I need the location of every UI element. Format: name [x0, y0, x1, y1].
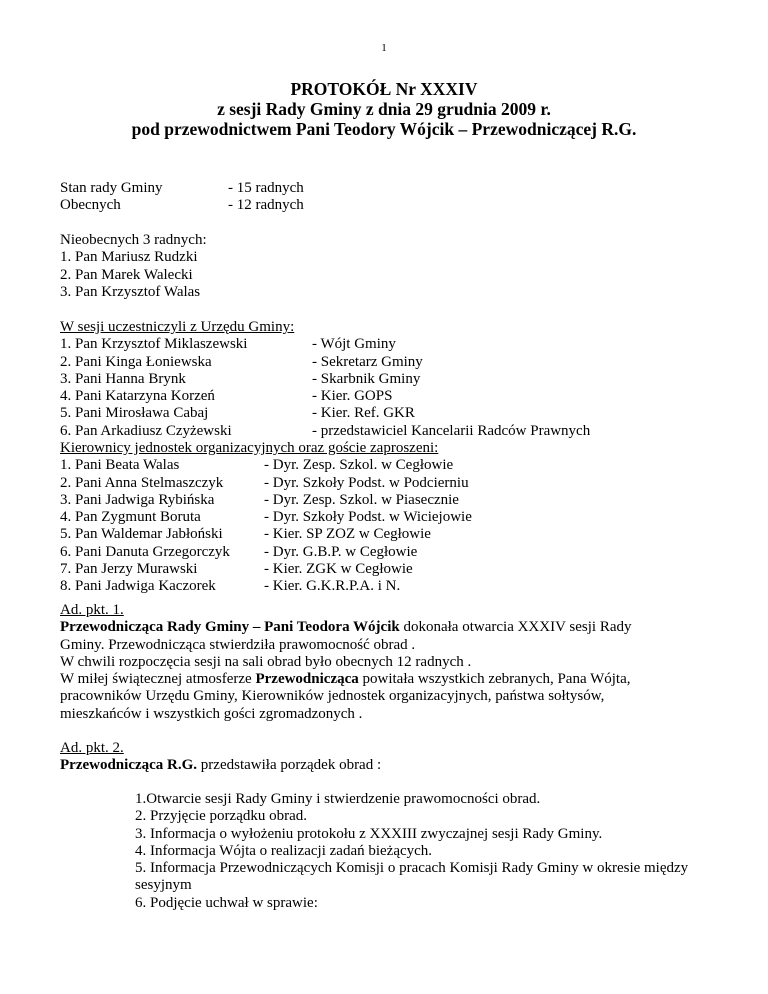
guest-role: - Dyr. Zesp. Szkol. w Piasecznie	[264, 491, 459, 508]
point-1-text: dokonała otwarcia XXXIV sesji Rady Gminy. Przewodnicząca stwierdziła prawomocność obrad .	[60, 619, 632, 653]
official-row	[60, 371, 720, 388]
guest-role: - Kier. ZGK w Cegłowie	[264, 561, 413, 578]
point-1-attendance: W chwili rozpoczęcia sesji na sali obrad było obecnych 12 radnych .	[60, 653, 472, 670]
officials-heading: W sesji uczestniczyli z Urzędu Gminy:	[60, 319, 295, 335]
guest-role: - Dyr. Szkoły Podst. w Wiciejowie	[264, 509, 472, 526]
official-row	[60, 388, 720, 405]
officials-section	[60, 319, 720, 440]
official-name: 4. Pani Katarzyna Korzeń	[60, 388, 215, 405]
guest-name: 5. Pan Waldemar Jabłoński	[60, 526, 223, 543]
page-number: 1	[381, 42, 387, 54]
status-value: - 15 radnych	[228, 180, 304, 196]
official-name: 2. Pani Kinga Łoniewska	[60, 353, 212, 370]
status-value: - 12 radnych	[228, 197, 304, 214]
guest-row	[60, 526, 720, 543]
guest-role: - Kier. SP ZOZ w Cegłowie	[264, 526, 431, 543]
official-row	[60, 423, 720, 440]
official-role: - Sekretarz Gminy	[312, 353, 423, 370]
guest-name: 7. Pan Jerzy Murawski	[60, 561, 198, 578]
status-row	[60, 180, 720, 197]
official-row	[60, 405, 720, 422]
official-role: - Skarbnik Gminy	[312, 370, 421, 387]
document-title	[0, 79, 768, 139]
official-row	[60, 354, 720, 371]
council-status	[60, 180, 720, 215]
absent-heading: Nieobecnych 3 radnych:	[60, 232, 207, 248]
absent-item: 3. Pan Krzysztof Walas	[60, 283, 201, 300]
guest-name: 2. Pani Anna Stelmaszczyk	[60, 474, 224, 491]
guest-row	[60, 475, 720, 492]
point-1-paragraph	[60, 619, 660, 654]
guest-row	[60, 509, 720, 526]
official-role: - Wójt Gminy	[312, 336, 396, 353]
guest-row	[60, 561, 720, 578]
point-1-greeting	[60, 671, 660, 723]
guest-role: - Dyr. G.B.P. w Cegłowie	[264, 543, 418, 560]
guest-row	[60, 457, 720, 474]
guest-name: 8. Pani Jadwiga Kaczorek	[60, 578, 216, 595]
guest-row	[60, 578, 720, 595]
guest-role: - Dyr. Zesp. Szkol. w Cegłowie	[264, 457, 454, 474]
guest-row	[60, 492, 720, 509]
guest-name: 4. Pan Zygmunt Boruta	[60, 509, 201, 526]
absent-section	[60, 232, 720, 301]
greeting-chair: Przewodnicząca	[255, 671, 359, 688]
guests-section	[60, 440, 720, 596]
guests-heading: Kierownicy jednostek organizacyjnych oraz goście zaproszeni:	[60, 440, 439, 456]
guest-name: 6. Pani Danuta Grzegorczyk	[60, 543, 230, 560]
point-2-chair: Przewodnicząca R.G.	[60, 757, 198, 774]
official-name: 1. Pan Krzysztof Miklaszewski	[60, 336, 248, 353]
point-1-chair-name: Przewodnicząca Rady Gminy – Pani Teodora Wójcik	[60, 619, 400, 636]
agenda-item: 2. Przyjęcie porządku obrad.	[135, 808, 308, 825]
status-row	[60, 197, 720, 214]
title-line-2: z sesji Rady Gminy z dnia 29 grudnia 2009 r.	[217, 99, 551, 119]
absent-item: 2. Pan Marek Walecki	[60, 266, 193, 283]
agenda-item: 1.Otwarcie sesji Rady Gminy i stwierdzenie prawomocności obrad.	[135, 791, 541, 807]
agenda-item: 4. Informacja Wójta o realizacji zadań bieżących.	[135, 842, 433, 859]
status-label: Stan rady Gminy	[60, 180, 163, 196]
status-label: Obecnych	[60, 197, 121, 214]
greeting-text: W miłej świątecznej atmosferze	[60, 671, 256, 688]
point-1-heading: Ad. pkt. 1.	[60, 602, 124, 618]
agenda-item: 6. Podjęcie uchwał w sprawie:	[135, 894, 318, 911]
absent-item: 1. Pan Mariusz Rudzki	[60, 249, 198, 266]
official-name: 5. Pani Mirosława Cabaj	[60, 405, 209, 422]
guest-name: 3. Pani Jadwiga Rybińska	[60, 491, 215, 508]
agenda-item: 5. Informacja Przewodniczących Komisji o pracach Komisji Rady Gminy w okresie między sesyjnym	[135, 860, 689, 894]
official-role: - przedstawiciel Kancelarii Radców Prawnych	[312, 422, 591, 439]
official-role: - Kier. GOPS	[312, 388, 393, 405]
official-role: - Kier. Ref. GKR	[312, 405, 415, 422]
official-row	[60, 336, 720, 353]
guest-name: 1. Pani Beata Walas	[60, 457, 180, 474]
official-name: 3. Pani Hanna Brynk	[60, 370, 186, 387]
official-name: 6. Pan Arkadiusz Czyżewski	[60, 422, 232, 439]
point-2-intro	[60, 757, 720, 774]
agenda-item: 3. Informacja o wyłożeniu protokołu z XXXIII zwyczajnej sesji Rady Gminy.	[135, 825, 603, 842]
guest-role: - Dyr. Szkoły Podst. w Podcierniu	[264, 474, 469, 491]
title-line-1: PROTOKÓŁ Nr XXXIV	[290, 79, 478, 99]
point-2-heading: Ad. pkt. 2.	[60, 740, 124, 756]
greeting-text-rest: powitała wszystkich zebranych, Pana Wójta, pracowników Urzędu Gminy, Kierowników jednostek organizacyjnych, państwa sołtysów, mieszkańców i wszystkich gości zgromadzonych .	[60, 671, 631, 722]
guest-row	[60, 544, 720, 561]
point-2-section	[60, 740, 720, 775]
agenda-list	[135, 791, 735, 912]
guest-role: - Kier. G.K.R.P.A. i N.	[264, 578, 401, 595]
title-line-3: pod przewodnictwem Pani Teodory Wójcik – Przewodniczącej R.G.	[131, 119, 637, 139]
point-2-text: przedstawiła porządek obrad :	[197, 757, 382, 774]
point-1-section	[60, 602, 660, 723]
